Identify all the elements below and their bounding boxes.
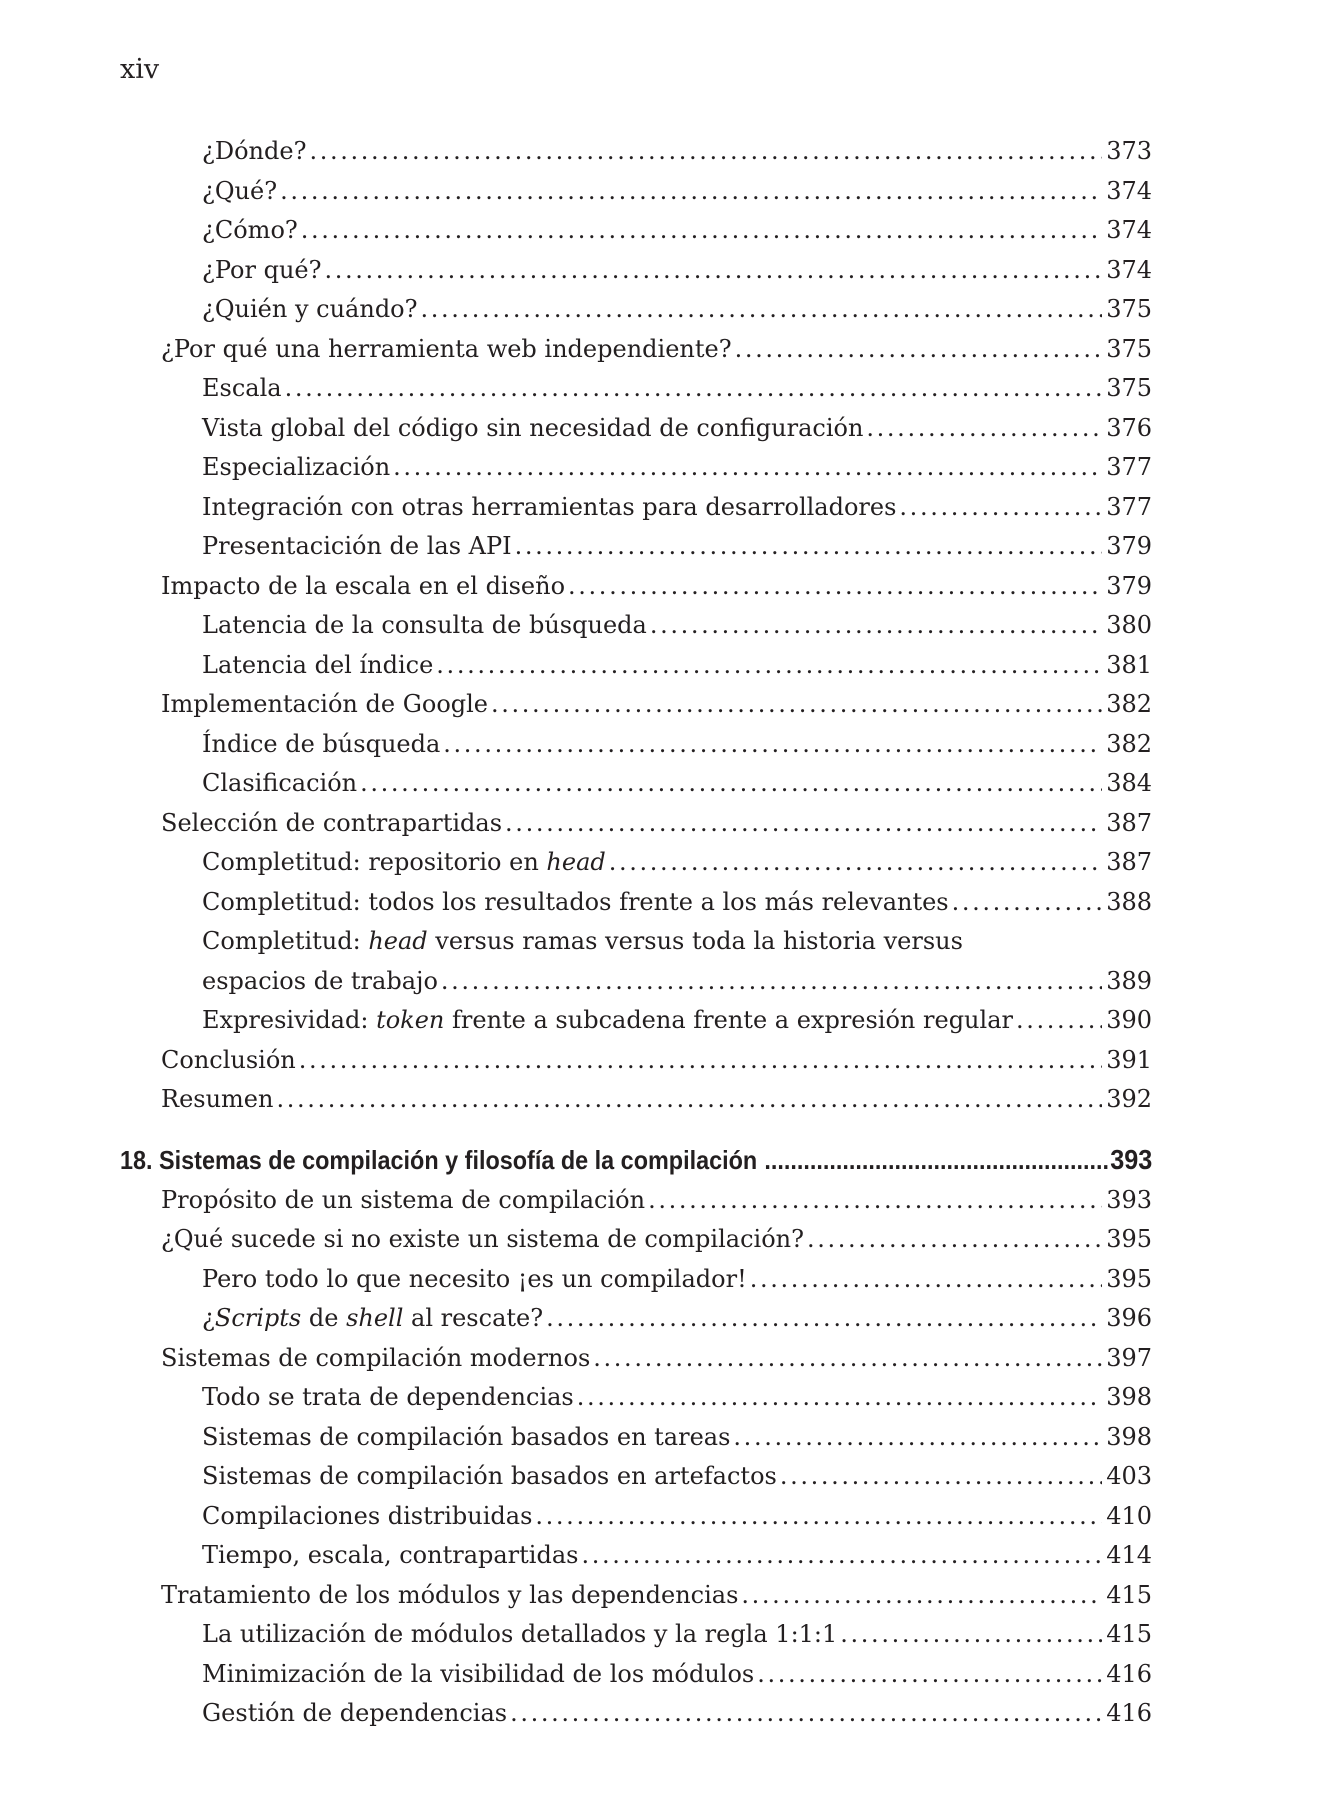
toc-entry-page: 382 — [1106, 729, 1152, 758]
toc-entry — [120, 606, 1152, 646]
toc-entry-page: 373 — [1106, 137, 1152, 165]
toc-entry — [120, 646, 1152, 686]
toc-entry-title: Impacto de la escala en el diseño — [161, 571, 566, 600]
toc-entry — [120, 1576, 1152, 1616]
dot-leader — [393, 448, 1102, 488]
toc-entry-title: Pero todo lo que necesito ¡es un compilador! — [202, 1264, 747, 1293]
toc-entry-title: Completitud: repositorio en head — [202, 848, 606, 876]
chapter-page: 393 — [1110, 1143, 1153, 1175]
dot-leader — [899, 488, 1102, 528]
toc-entry-title-line: Completitud: head versus ramas versus toda la historia versus — [202, 927, 963, 955]
toc-entry-page: 382 — [1106, 690, 1152, 718]
toc-entry-page: 391 — [1106, 1045, 1152, 1074]
page-number: xiv — [120, 54, 160, 85]
toc-entry — [120, 1694, 1152, 1734]
dot-leader — [733, 1418, 1102, 1458]
dot-leader — [360, 764, 1102, 804]
dot-leader — [324, 251, 1102, 291]
toc-entry-page: 396 — [1106, 1304, 1152, 1332]
toc-entry-title: ¿Qué sucede si no existe un sistema de compilación? — [161, 1225, 804, 1253]
dot-leader — [735, 330, 1103, 370]
dot-leader — [285, 369, 1103, 409]
toc-entry — [120, 290, 1152, 330]
toc-entry-title: Sistemas de compilación basados en tareas — [202, 1422, 731, 1451]
toc-entry-title: ¿Scripts de shell al rescate? — [202, 1304, 544, 1332]
toc-entry — [120, 804, 1152, 844]
table-of-contents — [120, 132, 1152, 1734]
dot-leader — [491, 685, 1102, 725]
toc-entry-page: 390 — [1106, 1006, 1152, 1034]
toc-entry-page: 387 — [1106, 808, 1152, 837]
toc-entry-page: 395 — [1106, 1264, 1152, 1293]
toc-entry-title: Latencia del índice — [202, 650, 434, 679]
toc-entry-page: 376 — [1106, 413, 1152, 442]
toc-entry — [120, 251, 1152, 291]
toc-entry-page: 398 — [1106, 1383, 1152, 1411]
toc-entry-title: Minimización de la visibilidad de los módulos — [202, 1659, 755, 1688]
toc-entry — [120, 1497, 1152, 1537]
toc-entry — [120, 764, 1152, 804]
toc-entry-title: ¿Por qué una herramienta web independiente? — [161, 334, 732, 363]
toc-entry-page: 379 — [1106, 532, 1152, 560]
toc-entry — [120, 1339, 1152, 1379]
toc-entry — [120, 725, 1152, 765]
toc-entry-page: 395 — [1106, 1225, 1152, 1253]
toc-entry — [120, 1655, 1152, 1695]
toc-entry-title: Vista global del código sin necesidad de configuración — [202, 413, 864, 442]
dot-leader — [443, 725, 1102, 765]
toc-entry-page: 416 — [1106, 1699, 1152, 1727]
toc-entry-title: Clasificación — [202, 769, 358, 797]
toc-entry-title: ¿Quién y cuándo? — [202, 295, 418, 323]
toc-entry — [120, 843, 1152, 883]
dot-leader — [280, 172, 1102, 212]
dot-leader — [421, 290, 1103, 330]
toc-entry-title: ¿Dónde? — [202, 137, 307, 165]
dot-leader — [648, 1181, 1102, 1221]
toc-entry-page: 380 — [1106, 611, 1152, 639]
dot-leader — [650, 606, 1102, 646]
toc-entry-title: Sistemas de compilación modernos — [161, 1343, 591, 1372]
dot-leader — [609, 843, 1102, 883]
dot-leader — [807, 1220, 1102, 1260]
toc-group — [120, 1181, 1152, 1300]
toc-entry-page: 389 — [1106, 966, 1152, 995]
toc-entry — [120, 1181, 1152, 1221]
toc-entry-title: Especialización — [202, 453, 391, 481]
dot-leader — [505, 804, 1102, 844]
toc-entry — [120, 1536, 1152, 1576]
toc-entry-page: 393 — [1106, 1185, 1152, 1214]
toc-entry-page: 415 — [1106, 1580, 1152, 1609]
dot-leader — [441, 962, 1102, 1002]
toc-entry — [120, 1457, 1152, 1497]
dot-leader — [741, 1576, 1102, 1616]
toc-group — [120, 132, 1152, 843]
toc-entry — [120, 883, 1152, 923]
dot-leader — [750, 1260, 1102, 1300]
toc-entry-title: Compilaciones distribuidas — [202, 1501, 533, 1530]
toc-entry-title: Escala — [202, 374, 282, 402]
chapter-title: 18. Sistemas de compilación y filosofía de la compilación — [120, 1144, 758, 1175]
dot-leader — [593, 1339, 1102, 1379]
toc-entry-title: ¿Cómo? — [202, 216, 298, 244]
toc-entry-page: 381 — [1106, 650, 1152, 679]
toc-entry-page: 374 — [1106, 255, 1152, 284]
dot-leader — [1016, 1001, 1102, 1041]
toc-entry — [120, 567, 1152, 607]
toc-entry — [120, 1299, 1152, 1339]
toc-entry-page: 398 — [1106, 1422, 1152, 1451]
toc-entry-title: Integración con otras herramientas para desarrolladores — [202, 492, 897, 521]
dot-leader — [309, 132, 1102, 172]
toc-entry-page: 377 — [1106, 492, 1152, 521]
dot-leader — [840, 1615, 1102, 1655]
toc-entry — [120, 448, 1152, 488]
dot-leader — [276, 1080, 1102, 1120]
toc-entry-page: 374 — [1106, 216, 1152, 244]
toc-entry — [120, 1001, 1152, 1041]
toc-entry — [120, 1220, 1152, 1260]
toc-entry-page: 384 — [1106, 769, 1152, 797]
dot-leader — [780, 1457, 1102, 1497]
toc-entry-title: Resumen — [161, 1085, 274, 1113]
toc-entry — [120, 685, 1152, 725]
toc-entry-title: Sistemas de compilación basados en artefactos — [202, 1462, 777, 1490]
dot-leader — [577, 1378, 1102, 1418]
toc-entry — [120, 1378, 1152, 1418]
toc-entry-title: Latencia de la consulta de búsqueda — [202, 611, 647, 639]
toc-entry — [120, 1080, 1152, 1120]
toc-entry — [120, 132, 1152, 172]
toc-entry-page: 403 — [1106, 1462, 1152, 1490]
toc-entry-title: La utilización de módulos detallados y la regla 1:1:1 — [202, 1620, 838, 1648]
toc-entry-title: Completitud: todos los resultados frente a los más relevantes — [202, 887, 949, 916]
dot-leader — [757, 1655, 1102, 1695]
toc-entry — [120, 488, 1152, 528]
toc-entry-page: 415 — [1106, 1620, 1152, 1648]
dot-leader — [301, 211, 1102, 251]
toc-entry-title: espacios de trabajo — [202, 966, 438, 995]
toc-entry-title: ¿Por qué? — [202, 255, 322, 284]
toc-entry — [120, 369, 1152, 409]
toc-entry-title: Presentacición de las API — [202, 532, 512, 560]
toc-entry-page: 375 — [1106, 334, 1152, 363]
toc-entry-page: 375 — [1106, 374, 1152, 402]
toc-entry-page: 414 — [1106, 1541, 1152, 1569]
toc-entry-title: Implementación de Google — [161, 690, 489, 718]
toc-entry-page: 392 — [1106, 1085, 1152, 1113]
dot-leader — [535, 1497, 1102, 1537]
toc-entry-page: 416 — [1106, 1659, 1152, 1688]
dot-leader — [764, 1139, 1108, 1181]
toc-entry-page: 397 — [1106, 1343, 1152, 1372]
toc-entry-title: Propósito de un sistema de compilación — [161, 1185, 646, 1214]
toc-entry-title: Selección de contrapartidas — [161, 808, 503, 837]
dot-leader — [866, 409, 1102, 449]
dot-leader — [436, 646, 1102, 686]
toc-entry-title: ¿Qué? — [202, 176, 278, 205]
toc-entry — [120, 962, 1152, 1002]
toc-entry-page: 410 — [1106, 1501, 1152, 1530]
toc-entry-title: Conclusión — [161, 1045, 296, 1074]
toc-entry-title: Gestión de dependencias — [202, 1699, 508, 1727]
dot-leader — [546, 1299, 1102, 1339]
toc-entry-title: Índice de búsqueda — [202, 729, 441, 758]
dot-leader — [952, 883, 1103, 923]
toc-entry — [120, 330, 1152, 370]
toc-entry-title: Tratamiento de los módulos y las dependencias — [161, 1580, 739, 1609]
dot-leader — [581, 1536, 1102, 1576]
toc-entry — [120, 1418, 1152, 1458]
toc-entry-page: 377 — [1106, 453, 1152, 481]
dot-leader — [510, 1694, 1102, 1734]
toc-group — [120, 1339, 1152, 1734]
dot-leader — [515, 527, 1103, 567]
toc-entry-page: 379 — [1106, 571, 1152, 600]
toc-entry-page: 387 — [1106, 848, 1152, 876]
toc-entry-title: Tiempo, escala, contrapartidas — [202, 1541, 579, 1569]
toc-entry — [120, 527, 1152, 567]
toc-entry-title: Todo se trata de dependencias — [202, 1383, 574, 1411]
dot-leader — [299, 1041, 1102, 1081]
toc-entry — [120, 409, 1152, 449]
chapter-heading — [120, 1139, 1152, 1181]
toc-entry-page: 375 — [1106, 295, 1152, 323]
toc-entry-page: 374 — [1106, 176, 1152, 205]
dot-leader — [568, 567, 1102, 607]
toc-entry-page: 388 — [1106, 887, 1152, 916]
toc-entry — [120, 1615, 1152, 1655]
toc-entry-title: Expresividad: token frente a subcadena frente a expresión regular — [202, 1006, 1013, 1034]
toc-entry — [120, 172, 1152, 212]
toc-entry — [120, 211, 1152, 251]
toc-entry — [120, 1260, 1152, 1300]
toc-entry — [120, 1041, 1152, 1081]
